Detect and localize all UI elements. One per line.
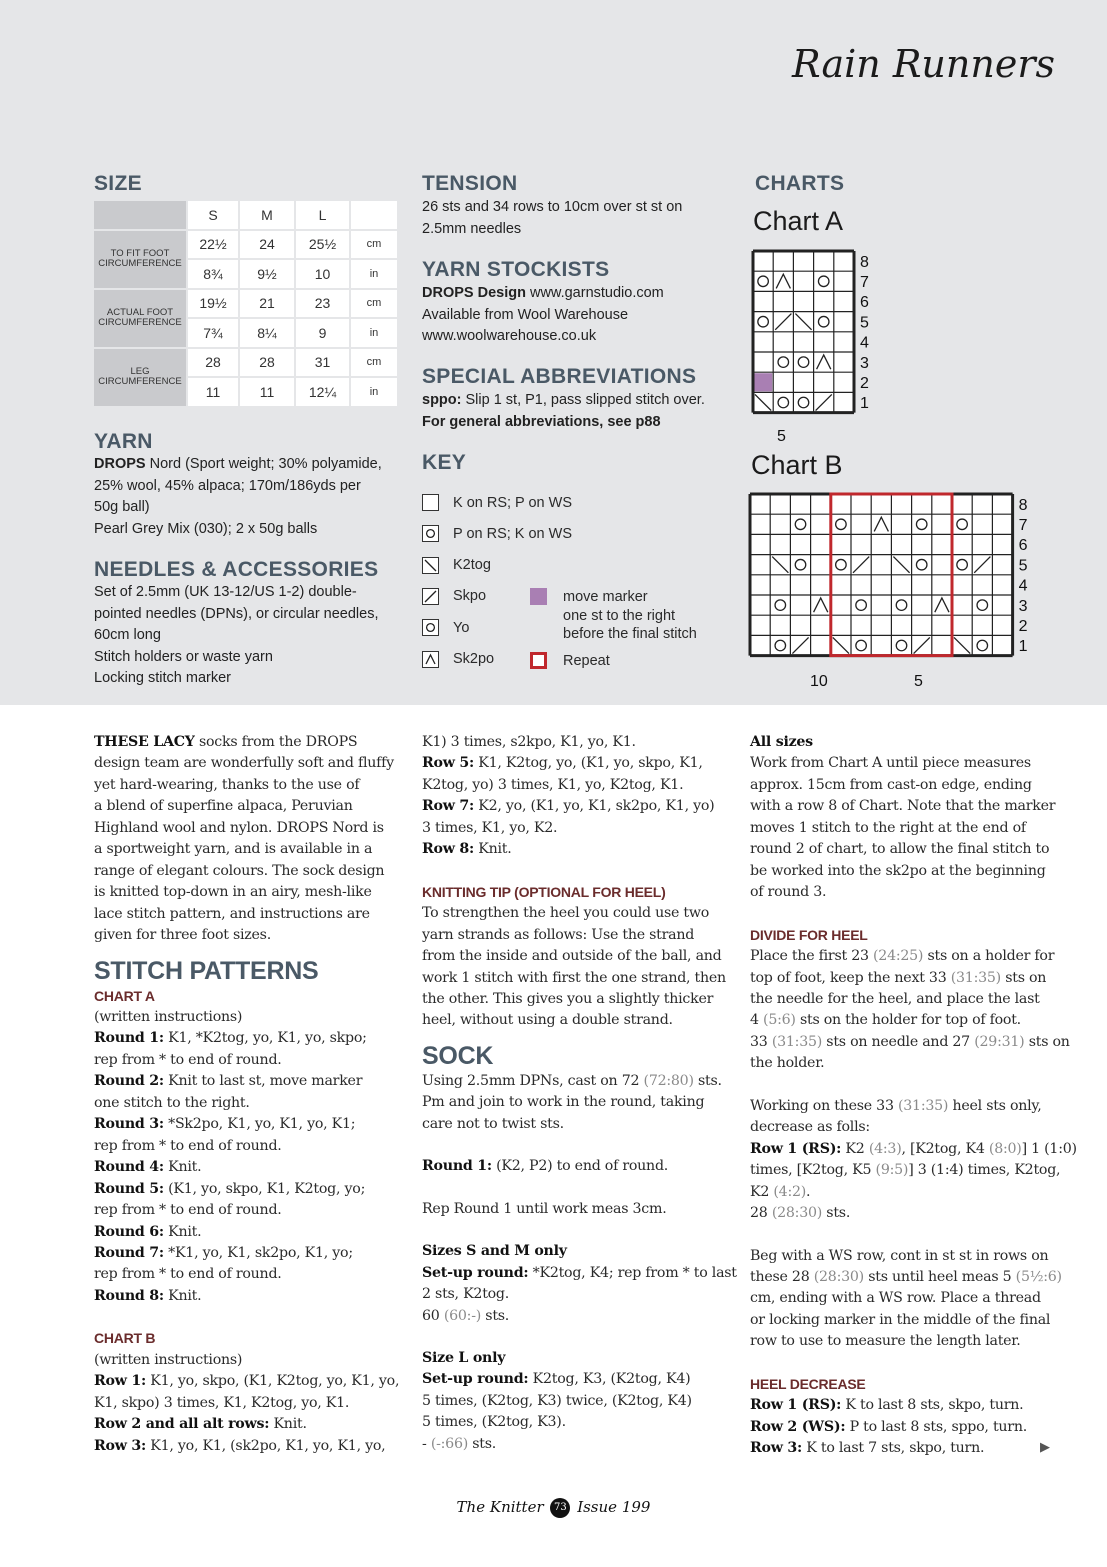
size-row-label: ACTUAL FOOT CIRCUMFERENCE bbox=[94, 290, 188, 349]
size-column-header: M bbox=[240, 201, 296, 231]
text-line: K2 (4:2). bbox=[750, 1183, 811, 1200]
text-line: row to use to measure the length later. bbox=[750, 1333, 1021, 1350]
size-column-header: L bbox=[296, 201, 351, 231]
size-value-cell: 28 bbox=[188, 349, 240, 379]
key-item-marker bbox=[530, 588, 697, 644]
size-value-cell: 24 bbox=[240, 231, 296, 261]
key-item-skpo bbox=[422, 588, 486, 605]
chart-cell bbox=[754, 373, 772, 391]
text-line: Round 6: Knit. bbox=[94, 1223, 202, 1240]
text-line: Round 8: Knit. bbox=[94, 1287, 202, 1304]
text-line: Round 1: K1, *K2tog, yo, K1, yo, skpo; bbox=[94, 1030, 367, 1047]
chart-row-number: 4 bbox=[860, 334, 869, 352]
general-abbreviations-link[interactable]: For general abbreviations, see p88 bbox=[422, 413, 661, 430]
chart-a-instructions bbox=[94, 1007, 399, 1307]
chart-b-instructions-heading: CHART B bbox=[94, 1330, 156, 1347]
charts-heading: CHARTS bbox=[755, 172, 845, 195]
size-value-cell: 9 bbox=[296, 319, 351, 349]
marker-swatch-icon bbox=[530, 588, 547, 605]
key-label: Yo bbox=[453, 619, 470, 636]
tension-line: 2.5mm needles bbox=[422, 220, 522, 237]
text-line: Round 2: Knit to last st, move marker bbox=[94, 1073, 363, 1090]
footer bbox=[0, 1498, 1107, 1518]
text-line: K2tog, yo) 3 times, K1, yo, K2tog, K1. bbox=[422, 776, 684, 793]
text-line: 4 (5:6) sts on the holder for top of foot. bbox=[750, 1012, 1021, 1029]
chart-row-number: 5 bbox=[1018, 557, 1028, 575]
size-value-cell: 11 bbox=[240, 378, 296, 408]
needles-line: 60cm long bbox=[94, 627, 161, 643]
size-value-cell: 8¼ bbox=[240, 319, 296, 349]
text-line: rep from * to end of round. bbox=[94, 1266, 282, 1283]
text-line: decrease as folls: bbox=[750, 1119, 870, 1136]
footer-issue: Issue 199 bbox=[577, 1498, 651, 1516]
text-line: Working on these 33 (31:35) heel sts only, bbox=[750, 1097, 1042, 1114]
text-line: Round 4: Knit. bbox=[94, 1159, 202, 1176]
size-header-row bbox=[94, 201, 399, 231]
size-unit-cell: cm bbox=[351, 231, 399, 261]
key-item-k2tog bbox=[422, 557, 491, 574]
needles-line: Set of 2.5mm (UK 13-12/US 1-2) double- bbox=[94, 584, 357, 600]
chart-b-col-label: 10 bbox=[810, 673, 828, 690]
text-line: Set-up round: *K2tog, K4; rep from * to last bbox=[422, 1264, 737, 1281]
chart-b-grid bbox=[746, 490, 1046, 660]
key-label: P on RS; K on WS bbox=[453, 525, 573, 542]
size-value-cell: 23 bbox=[296, 290, 351, 320]
size-row-label: LEG CIRCUMFERENCE bbox=[94, 349, 188, 408]
text-line: K1) 3 times, s2kpo, K1, yo, K1. bbox=[422, 734, 636, 750]
chart-row-number: 8 bbox=[1018, 496, 1028, 514]
text-line: 5 times, (K2tog, K3). bbox=[422, 1414, 566, 1431]
text-line: approx. 15cm from cast-on edge, ending bbox=[750, 776, 1032, 793]
text-line: Round 3: *Sk2po, K1, yo, K1, yo, K1; bbox=[94, 1116, 356, 1133]
text-line: Set-up round: K2tog, K3, (K2tog, K4) bbox=[422, 1371, 691, 1388]
abbreviations-text bbox=[422, 390, 705, 433]
header-panel bbox=[0, 0, 1107, 705]
text-line: Using 2.5mm DPNs, cast on 72 (72:80) sts. bbox=[422, 1072, 722, 1089]
sk2po-symbol-icon bbox=[422, 651, 439, 668]
page-number: 73 bbox=[550, 1498, 570, 1518]
text-line: top of foot, keep the next 33 (31:35) sts on bbox=[750, 969, 1047, 986]
needles-line: Locking stitch marker bbox=[94, 670, 231, 686]
text-line: Row 3: K1, yo, K1, (sk2po, K1, yo, K1, yo, bbox=[94, 1437, 386, 1454]
text-line: 60 (60:-) sts. bbox=[422, 1307, 510, 1324]
text-line: yet hard-wearing, thanks to the use of bbox=[94, 776, 360, 793]
marker-label-line: before the final stitch bbox=[563, 626, 697, 642]
stockist-brand: DROPS Design bbox=[422, 285, 526, 301]
heel-decrease-heading: HEEL DECREASE bbox=[750, 1375, 866, 1392]
text-line: round 2 of chart, to allow the final stitch to bbox=[750, 841, 1050, 858]
text-line: moves 1 stitch to the right at the end of bbox=[750, 819, 1026, 836]
text-line: is knitted top-down in an airy, mesh-like bbox=[94, 884, 372, 901]
k2tog-symbol-icon bbox=[422, 557, 439, 574]
needles-line: pointed needles (DPNs), or circular needles, bbox=[94, 605, 379, 622]
size-value-cell: 22½ bbox=[188, 231, 240, 261]
stockists-text bbox=[422, 283, 664, 348]
text-line: - (-:66) sts. bbox=[422, 1435, 497, 1452]
size-value-cell: 9½ bbox=[240, 260, 296, 290]
yarn-brand: DROPS bbox=[94, 456, 146, 472]
text-line: lace stitch pattern, and instructions are bbox=[94, 905, 370, 922]
size-value-cell: 19½ bbox=[188, 290, 240, 320]
blank-symbol-icon bbox=[422, 494, 439, 511]
chart-a-col-label: 5 bbox=[777, 428, 786, 445]
text-line: 33 (31:35) sts on needle and 27 (29:31) sts on bbox=[750, 1033, 1070, 1050]
text-line: from the inside and outside of the ball, and bbox=[422, 948, 722, 965]
needles-heading: NEEDLES & ACCESSORIES bbox=[94, 558, 379, 581]
repeat-box-icon bbox=[530, 652, 547, 669]
text-line: Row 1 (RS): K to last 8 sts, skpo, turn. bbox=[750, 1397, 1024, 1414]
text-line bbox=[422, 1327, 737, 1348]
size-value-cell: 11 bbox=[188, 378, 240, 408]
key-item-blank bbox=[422, 494, 572, 511]
chart-row-number: 3 bbox=[860, 354, 869, 372]
yo-symbol-icon bbox=[422, 619, 439, 636]
text-line bbox=[750, 1225, 1077, 1246]
text-line: All sizes bbox=[750, 734, 813, 750]
column-3 bbox=[750, 732, 1077, 1460]
text-line: Sizes S and M only bbox=[422, 1243, 567, 1260]
text-line: Row 1 (RS): K2 (4:3), [K2tog, K4 (8:0)] 1 (1:0) bbox=[750, 1140, 1077, 1157]
text-line: Row 7: K2, yo, (K1, yo, K1, sk2po, K1, yo) bbox=[422, 798, 715, 815]
sock-instructions bbox=[422, 1071, 737, 1455]
text-line: rep from * to end of round. bbox=[94, 1202, 282, 1219]
text-line: these 28 (28:30) sts until heel meas 5 (5½:6) bbox=[750, 1268, 1062, 1285]
text-line: rep from * to end of round. bbox=[94, 1137, 282, 1154]
size-value-cell: 28 bbox=[240, 349, 296, 379]
heel-decrease-text bbox=[750, 1395, 1077, 1459]
key-item-circle bbox=[422, 525, 572, 542]
continue-arrow-icon: ▶ bbox=[1040, 1440, 1050, 1455]
text-line bbox=[422, 1135, 737, 1156]
yarn-line: Pearl Grey Mix (030); 2 x 50g balls bbox=[94, 520, 318, 537]
key-item-sk2po bbox=[422, 651, 494, 668]
text-line: work 1 stitch with first the one strand, then bbox=[422, 969, 726, 986]
key-label: K on RS; P on WS bbox=[453, 494, 573, 511]
size-value-cell: 7¾ bbox=[188, 319, 240, 349]
text-line: yarn strands as follows: Use the strand bbox=[422, 926, 695, 943]
text-line: the needle for the heel, and place the last bbox=[750, 990, 1040, 1007]
knitting-tip-text bbox=[422, 903, 737, 1032]
chart-b-instructions bbox=[94, 1350, 399, 1457]
text-line: 3 times, K1, yo, K2. bbox=[422, 819, 558, 836]
size-row bbox=[94, 349, 399, 379]
text-line: rep from * to end of round. bbox=[94, 1051, 282, 1068]
text-line: Beg with a WS row, cont in st st in rows on bbox=[750, 1247, 1049, 1264]
knitting-tip-heading: KNITTING TIP (OPTIONAL FOR HEEL) bbox=[422, 883, 666, 900]
chart-a-title: Chart A bbox=[753, 206, 844, 236]
size-row bbox=[94, 231, 399, 261]
text-line: 5 times, (K2tog, K3) twice, (K2tog, K4) bbox=[422, 1392, 692, 1409]
text-line: Rep Round 1 until work meas 3cm. bbox=[422, 1200, 667, 1217]
chart-row-number: 3 bbox=[1018, 597, 1028, 615]
text-line: Size L only bbox=[422, 1349, 506, 1366]
chart-b-instructions-cont bbox=[422, 732, 737, 861]
text-line: Row 1: K1, yo, skpo, (K1, K2tog, yo, K1, yo, bbox=[94, 1373, 400, 1390]
circle-symbol-icon bbox=[422, 525, 439, 542]
marker-label-line: move marker bbox=[563, 589, 648, 605]
text-line: (written instructions) bbox=[94, 1008, 243, 1025]
column-2 bbox=[422, 732, 737, 1455]
chart-b-title: Chart B bbox=[751, 450, 843, 480]
text-line: or locking marker in the middle of the final bbox=[750, 1311, 1051, 1328]
tension-heading: TENSION bbox=[422, 172, 518, 195]
chart-row-number: 2 bbox=[860, 374, 869, 392]
unit-header-cell bbox=[351, 201, 399, 231]
chart-row-number: 7 bbox=[1018, 516, 1028, 534]
skpo-symbol-icon bbox=[422, 588, 439, 605]
column-1 bbox=[94, 732, 399, 1457]
text-line: times, [K2tog, K5 (9:5)] 3 (1:4) times, K2tog, bbox=[750, 1162, 1061, 1179]
text-line: design team are wonderfully soft and fluffy bbox=[94, 755, 394, 772]
divide-heel-text bbox=[750, 946, 1077, 1353]
text-line: To strengthen the heel you could use two bbox=[422, 905, 710, 922]
yarn-line: Nord (Sport weight; 30% polyamide, bbox=[145, 456, 382, 472]
chart-row-number: 5 bbox=[860, 314, 869, 332]
key-label: K2tog bbox=[453, 557, 491, 574]
intro-text bbox=[94, 732, 399, 947]
text-line: THESE LACY socks from the DROPS bbox=[94, 734, 358, 750]
text-line: Pm and join to work in the round, taking bbox=[422, 1094, 705, 1111]
text-line: Round 5: (K1, yo, skpo, K1, K2tog, yo; bbox=[94, 1180, 366, 1197]
text-line: Row 3: K to last 7 sts, skpo, turn. bbox=[750, 1440, 985, 1457]
page-title: Rain Runners bbox=[791, 42, 1055, 86]
size-unit-cell: in bbox=[351, 260, 399, 290]
stockists-heading: YARN STOCKISTS bbox=[422, 258, 610, 281]
yarn-details bbox=[94, 454, 382, 540]
size-value-cell: 10 bbox=[296, 260, 351, 290]
size-unit-cell: cm bbox=[351, 349, 399, 379]
text-line: heel, without using a double strand. bbox=[422, 1012, 673, 1029]
size-unit-cell: in bbox=[351, 319, 399, 349]
text-line: K1, skpo) 3 times, K1, K2tog, yo, K1. bbox=[94, 1394, 350, 1411]
text-line: Row 5: K1, K2tog, yo, (K1, yo, skpo, K1, bbox=[422, 755, 703, 772]
key-item-repeat bbox=[530, 652, 610, 669]
chart-row-number: 2 bbox=[1018, 617, 1028, 635]
size-value-cell: 21 bbox=[240, 290, 296, 320]
all-sizes-text bbox=[750, 732, 1077, 904]
abbreviation-term: sppo: bbox=[422, 392, 462, 408]
sock-heading: SOCK bbox=[422, 1041, 494, 1070]
text-line: be worked into the sk2po at the beginning bbox=[750, 862, 1046, 879]
repeat-label: Repeat bbox=[563, 652, 610, 669]
size-unit-cell: cm bbox=[351, 290, 399, 320]
size-table bbox=[94, 201, 399, 408]
chart-row-number: 7 bbox=[860, 273, 869, 291]
text-line: the holder. bbox=[750, 1055, 825, 1072]
text-line: 2 sts, K2tog. bbox=[422, 1286, 510, 1303]
text-line: range of elegant colours. The sock design bbox=[94, 862, 385, 879]
text-line bbox=[422, 1220, 737, 1241]
chart-row-number: 1 bbox=[1018, 638, 1028, 656]
size-value-cell: 12¼ bbox=[296, 378, 351, 408]
text-line: 28 (28:30) sts. bbox=[750, 1205, 851, 1222]
size-row bbox=[94, 290, 399, 320]
footer-magazine: The Knitter bbox=[456, 1498, 544, 1516]
text-line: of round 3. bbox=[750, 884, 827, 901]
text-line: one stitch to the right. bbox=[94, 1094, 250, 1111]
yarn-line: 25% wool, 45% alpaca; 170m/186yds per bbox=[94, 477, 361, 494]
key-item-yo bbox=[422, 619, 469, 636]
text-line: a sportweight yarn, and is available in a bbox=[94, 841, 373, 858]
chart-row-number: 6 bbox=[1018, 537, 1028, 555]
yarn-line: 50g ball) bbox=[94, 499, 150, 515]
chart-row-number: 8 bbox=[860, 253, 869, 271]
divide-heel-heading: DIVIDE FOR HEEL bbox=[750, 926, 868, 943]
marker-label-line: one st to the right bbox=[563, 607, 676, 624]
marker-label bbox=[563, 588, 697, 644]
stitch-patterns-heading: STITCH PATTERNS bbox=[94, 956, 319, 985]
key-label: Skpo bbox=[453, 588, 487, 605]
size-row-label: TO FIT FOOT CIRCUMFERENCE bbox=[94, 231, 188, 290]
text-line: Highland wool and nylon. DROPS Nord is bbox=[94, 819, 384, 836]
needles-list bbox=[94, 582, 379, 690]
key-label: Sk2po bbox=[453, 651, 495, 667]
text-line: Row 2 and all alt rows: Knit. bbox=[94, 1416, 307, 1433]
size-heading: SIZE bbox=[94, 172, 142, 195]
size-column-header: S bbox=[188, 201, 240, 231]
stockist-url[interactable]: www.woolwarehouse.co.uk bbox=[422, 328, 597, 344]
size-value-cell: 8¾ bbox=[188, 260, 240, 290]
text-line: the other. This gives you a slightly thicker bbox=[422, 990, 714, 1007]
text-line: cm, ending with a WS row. Place a thread bbox=[750, 1290, 1041, 1307]
text-line: Round 1: (K2, P2) to end of round. bbox=[422, 1158, 669, 1175]
text-line bbox=[422, 1178, 737, 1199]
text-line: care not to twist sts. bbox=[422, 1115, 564, 1132]
stockist-url[interactable]: www.garnstudio.com bbox=[525, 285, 664, 301]
chart-a-grid bbox=[748, 246, 898, 416]
chart-b-col-label: 5 bbox=[914, 673, 923, 690]
text-line: Round 7: *K1, yo, K1, sk2po, K1, yo; bbox=[94, 1244, 353, 1261]
text-line: with a row 8 of Chart. Note that the marker bbox=[750, 798, 1056, 815]
size-label-cell bbox=[94, 201, 188, 231]
text-line: Row 8: Knit. bbox=[422, 841, 512, 858]
needles-line: Stitch holders or waste yarn bbox=[94, 648, 273, 665]
tension-text bbox=[422, 197, 682, 240]
text-line: (written instructions) bbox=[94, 1351, 243, 1368]
abbreviation-def: Slip 1 st, P1, pass slipped stitch over. bbox=[461, 392, 705, 408]
text-line bbox=[750, 1075, 1077, 1096]
text-line: Row 2 (WS): P to last 8 sts, sppo, turn. bbox=[750, 1418, 1027, 1435]
text-line: Place the first 23 (24:25) sts on a holder for bbox=[750, 948, 1055, 965]
text-line: given for three foot sizes. bbox=[94, 927, 271, 944]
size-unit-cell: in bbox=[351, 378, 399, 408]
text-line: a blend of superfine alpaca, Peruvian bbox=[94, 798, 353, 815]
size-value-cell: 31 bbox=[296, 349, 351, 379]
stockist-line: Available from Wool Warehouse bbox=[422, 306, 629, 323]
key-heading: KEY bbox=[422, 451, 467, 474]
tension-line: 26 sts and 34 rows to 10cm over st st on bbox=[422, 199, 683, 215]
chart-row-number: 1 bbox=[860, 395, 869, 413]
size-value-cell: 25½ bbox=[296, 231, 351, 261]
text-line: Work from Chart A until piece measures bbox=[750, 755, 1031, 772]
chart-row-number: 6 bbox=[860, 294, 869, 312]
chart-row-number: 4 bbox=[1018, 577, 1028, 595]
abbreviations-heading: SPECIAL ABBREVIATIONS bbox=[422, 365, 697, 388]
chart-a-instructions-heading: CHART A bbox=[94, 987, 155, 1004]
yarn-heading: YARN bbox=[94, 430, 153, 453]
